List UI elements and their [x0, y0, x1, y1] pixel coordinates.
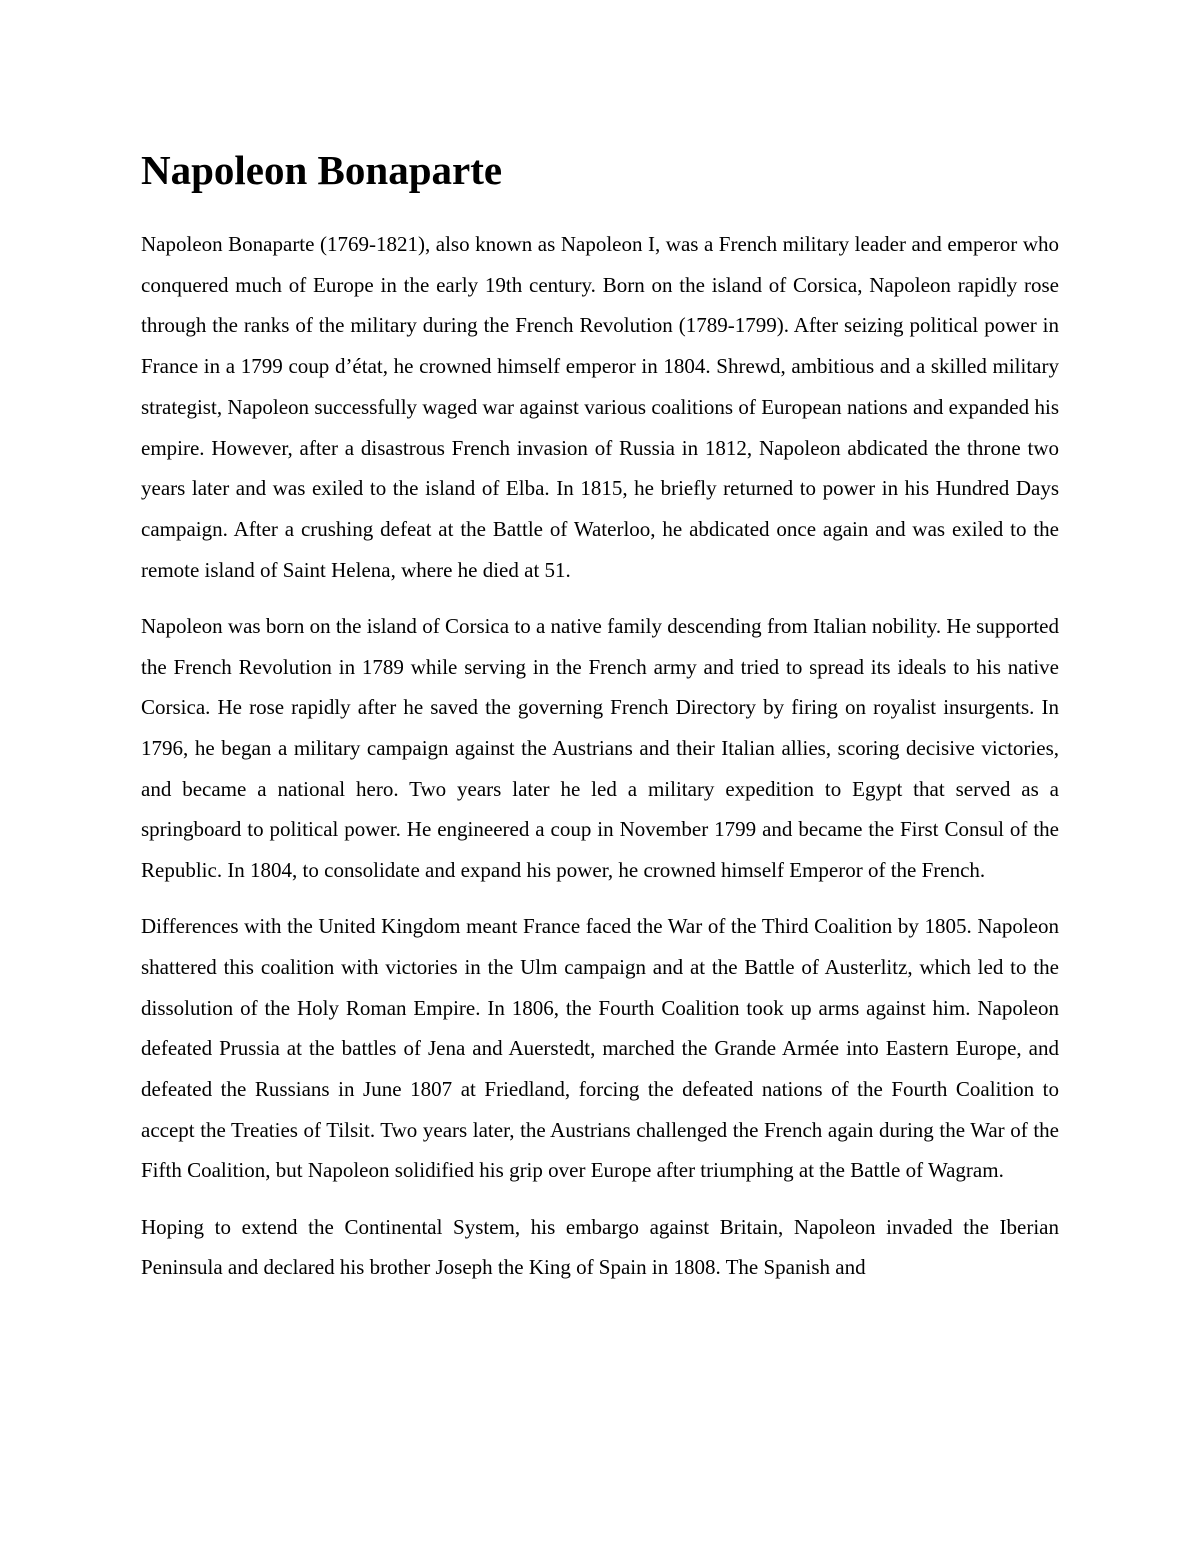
paragraph-biography-summary: Napoleon Bonaparte (1769-1821), also known as Napoleon I, was a French military leader and emperor who conquered much of Europe in the early 19th century. Born on the island of Corsica, Napoleon rapidly rose through the ranks of the military during the French Revolution (1789-1799). After seizing political power in France in a 1799 coup d’état, he crowned himself emperor in 1804. Shrewd, ambitious and a skilled military strategist, Napoleon successfully waged war against various coalitions of European nations and expanded his empire. However, after a disastrous French invasion of Russia in 1812, Napoleon abdicated the throne two years later and was exiled to the island of Elba. In 1815, he briefly returned to power in his Hundred Days campaign. After a crushing defeat at the Battle of Waterloo, he abdicated once again and was exiled to the remote island of Saint Helena, where he died at 51.: [141, 232, 1059, 582]
document-title: Napoleon Bonaparte: [141, 147, 503, 193]
paragraph-early-life: Napoleon was born on the island of Corsica to a native family descending from Italian nobility. He supported the French Revolution in 1789 while serving in the French army and tried to spread its ideals to his native Corsica. He rose rapidly after he saved the governing French Directory by firing on royalist insurgents. In 1796, he began a military campaign against the Austrians and their Italian allies, scoring decisive victories, and became a national hero. Two years later he led a military expedition to Egypt that served as a springboard to political power. He engineered a coup in November 1799 and became the First Consul of the Republic. In 1804, to consolidate and expand his power, he crowned himself Emperor of the French.: [141, 613, 1059, 883]
paragraph-coalition-wars: Differences with the United Kingdom meant France faced the War of the Third Coalition by 1805. Napoleon shattered this coalition with victories in the Ulm campaign and at the Battle of Austerlitz, which led to the dissolution of the Holy Roman Empire. In 1806, the Fourth Coalition took up arms against him. Napoleon defeated Prussia at the battles of Jena and Auerstedt, marched the Grande Armée into Eastern Europe, and defeated the Russians in June 1807 at Friedland, forcing the defeated nations of the Fourth Coalition to accept the Treaties of Tilsit. Two years later, the Austrians challenged the French again during the War of the Fifth Coalition, but Napoleon solidified his grip over Europe after triumphing at the Battle of Wagram.: [141, 914, 1059, 1183]
paragraph-iberian-campaign: Hoping to extend the Continental System, his embargo against Britain, Napoleon invaded the Iberian Peninsula and declared his brother Joseph the King of Spain in 1808. The Spanish and: [141, 1214, 1059, 1280]
document-page: [141, 140, 1059, 1288]
